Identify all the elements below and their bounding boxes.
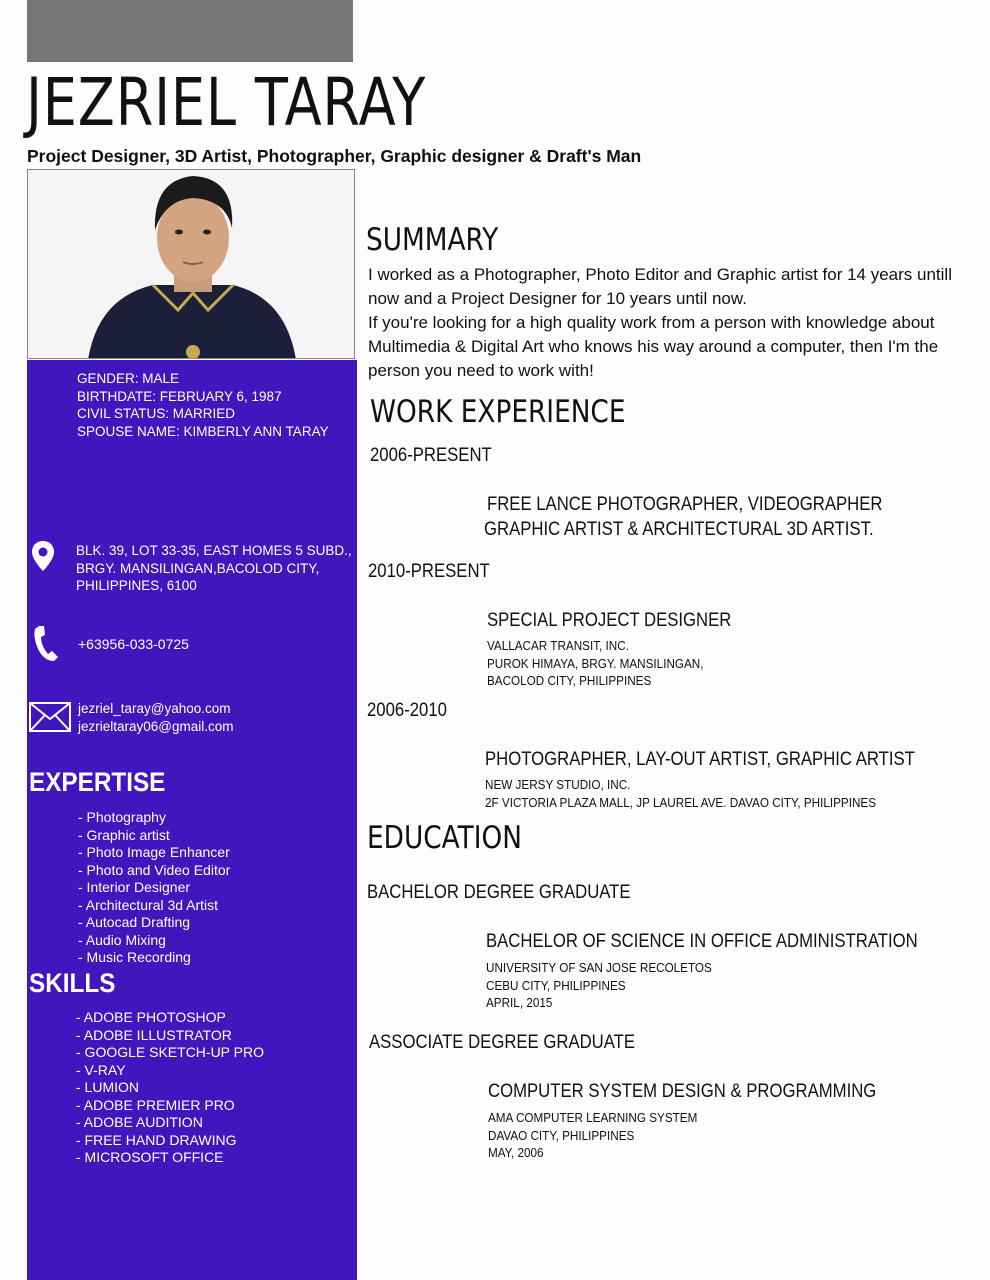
list-item: - Audio Mixing	[78, 931, 166, 948]
education-details	[486, 959, 712, 1012]
education-course: COMPUTER SYSTEM DESIGN & PROGRAMMING	[488, 1081, 877, 1102]
list-item: - Photo Image Enhancer	[78, 844, 230, 860]
detail-line: MAY, 2006	[488, 1145, 544, 1160]
job-role: FREE LANCE PHOTOGRAPHER, VIDEOGRAPHER	[487, 494, 883, 515]
envelope-icon	[29, 702, 71, 737]
detail-line: CEBU CITY, PHILIPPINES	[486, 977, 626, 993]
skills-list	[76, 1009, 264, 1167]
resume-name: JEZRIEL TARAY	[26, 64, 427, 141]
person-photo-illustration	[28, 170, 355, 359]
profile-photo	[27, 169, 355, 359]
detail-line: VALLACAR TRANSIT, INC.	[487, 638, 629, 653]
list-item: - GOOGLE SKETCH-UP PRO	[76, 1044, 264, 1060]
personal-info	[77, 370, 329, 440]
address-line: BRGY. MANSILINGAN,BACOLOD CITY,	[76, 560, 320, 576]
emails	[78, 700, 234, 735]
spouse-name: SPOUSE NAME: KIMBERLY ANN TARAY	[77, 423, 329, 439]
detail-line: DAVAO CITY, PHILIPPINES	[488, 1127, 635, 1143]
education-details	[488, 1109, 697, 1162]
gender: GENDER: MALE	[77, 371, 180, 386]
list-item: - Photography	[78, 809, 166, 825]
job-details	[485, 776, 876, 811]
address-line: PHILIPPINES, 6100	[76, 578, 197, 593]
detail-line: UNIVERSITY OF SAN JOSE RECOLETOS	[486, 960, 712, 975]
civil-status: CIVIL STATUS: MARRIED	[77, 406, 236, 421]
list-item: - FREE HAND DRAWING	[76, 1131, 237, 1148]
education-heading: EDUCATION	[367, 820, 522, 856]
detail-line: 2F VICTORIA PLAZA MALL, JP LAUREL AVE. DAVAO CITY, PHILIPPINES	[485, 794, 877, 810]
job-period: 2006-PRESENT	[370, 445, 492, 466]
detail-line: NEW JERSY STUDIO, INC.	[485, 777, 631, 792]
list-item: - ADOBE AUDITION	[76, 1114, 203, 1130]
email-link[interactable]: jezrieltaray06@gmail.com	[78, 718, 234, 734]
birthdate: BIRTHDATE: FEBRUARY 6, 1987	[77, 388, 282, 404]
list-item: - LUMION	[76, 1079, 139, 1095]
list-item: - Photo and Video Editor	[78, 861, 231, 878]
list-item: - Architectural 3d Artist	[78, 896, 219, 913]
education-level: ASSOCIATE DEGREE GRADUATE	[369, 1032, 636, 1053]
detail-line: APRIL, 2015	[486, 995, 553, 1010]
summary-paragraph: If you're looking for a high quality work from a person with knowledge about Multimedia & Digital Art who knows his way around a computer, then I'm the person you need to work with!	[368, 313, 939, 380]
job-role: GRAPHIC ARTIST & ARCHITECTURAL 3D ARTIST.	[484, 519, 874, 540]
list-item: - Graphic artist	[78, 826, 170, 843]
address	[76, 542, 352, 595]
work-heading: WORK EXPERIENCE	[370, 394, 626, 430]
job-role: SPECIAL PROJECT DESIGNER	[487, 610, 732, 631]
detail-line: BACOLOD CITY, PHILIPPINES	[487, 673, 652, 688]
summary-text	[368, 263, 968, 383]
list-item: - Interior Designer	[78, 879, 191, 895]
phone-icon	[32, 624, 60, 667]
summary-paragraph: I worked as a Photographer, Photo Editor and Graphic artist for 14 years untill now and a Project Designer for 10 years until now.	[368, 265, 952, 308]
list-item: - ADOBE ILLUSTRATOR	[76, 1026, 232, 1043]
expertise-heading: EXPERTISE	[29, 767, 166, 797]
email-link[interactable]: jezriel_taray@yahoo.com	[78, 701, 231, 716]
detail-line: PUROK HIMAYA, BRGY. MANSILINGAN,	[487, 655, 704, 671]
skills-heading: SKILLS	[29, 968, 116, 998]
education-level: BACHELOR DEGREE GRADUATE	[367, 882, 631, 903]
list-item: - Autocad Drafting	[78, 914, 191, 930]
job-period: 2010-PRESENT	[368, 561, 490, 582]
expertise-list	[78, 809, 230, 967]
list-item: - Music Recording	[78, 949, 191, 965]
phone-number[interactable]: +63956-033-0725	[78, 636, 189, 652]
location-pin-icon	[31, 540, 55, 577]
education-course: BACHELOR OF SCIENCE IN OFFICE ADMINISTRATION	[486, 931, 918, 952]
detail-line: AMA COMPUTER LEARNING SYSTEM	[488, 1110, 698, 1125]
list-item: - MICROSOFT OFFICE	[76, 1149, 224, 1165]
list-item: - ADOBE PREMIER PRO	[76, 1096, 235, 1113]
job-role: PHOTOGRAPHER, LAY-OUT ARTIST, GRAPHIC ARTIST	[485, 749, 915, 770]
list-item: - ADOBE PHOTOSHOP	[76, 1009, 226, 1025]
job-period: 2006-2010	[367, 700, 447, 721]
top-bar	[27, 0, 353, 62]
summary-heading: SUMMARY	[366, 222, 499, 258]
list-item: - V-RAY	[76, 1061, 126, 1078]
address-line: BLK. 39, LOT 33-35, EAST HOMES 5 SUBD.,	[76, 543, 352, 558]
job-details	[487, 637, 704, 690]
resume-subtitle: Project Designer, 3D Artist, Photographer, Graphic designer & Draft's Man	[27, 146, 642, 166]
